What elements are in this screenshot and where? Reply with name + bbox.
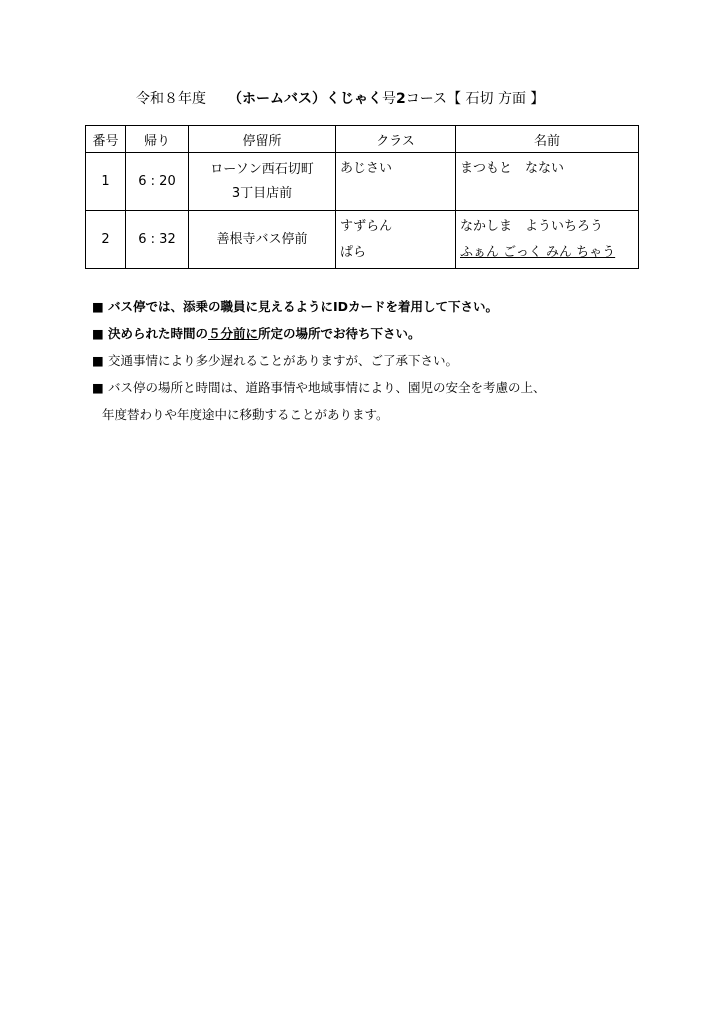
bullet-square-icon: ■ bbox=[92, 353, 104, 368]
note-text: バス停では、添乗の職員に見えるようにIDカードを着用して下さい。 bbox=[108, 299, 499, 314]
header-class: クラス bbox=[336, 126, 456, 153]
name-line: ふぁん ごっく みん ちゃう bbox=[460, 245, 616, 260]
bus-stop-line: 3丁目店前 bbox=[231, 185, 293, 201]
row-name bbox=[456, 153, 639, 211]
table-row bbox=[86, 153, 639, 211]
note-item bbox=[92, 324, 546, 351]
bullet-square-icon: ■ bbox=[92, 380, 104, 395]
bus-stop-line: 善根寺バス停前 bbox=[216, 231, 308, 247]
note-text: 交通事情により多少遅れることがありますが、ご了承下さい。 bbox=[108, 353, 459, 368]
bullet-square-icon: ■ bbox=[92, 326, 104, 341]
class-line: すずらん bbox=[340, 219, 393, 234]
note-item bbox=[92, 297, 546, 324]
note-continuation: 年度替わりや年度途中に移動することがあります。 bbox=[102, 407, 389, 422]
note-item bbox=[92, 378, 546, 405]
schedule-table bbox=[85, 125, 639, 269]
name-line bbox=[460, 182, 638, 208]
header-bus-stop: 停留所 bbox=[189, 126, 336, 153]
note-item bbox=[92, 351, 546, 378]
bus-stop-line: ローソン西石切町 bbox=[210, 161, 314, 177]
name-line: なかしま よういちろう bbox=[460, 219, 604, 234]
header-return-time: 帰り bbox=[126, 126, 189, 153]
class-line: ぱら bbox=[340, 245, 367, 260]
note-text: 所定の場所でお待ち下さい。 bbox=[258, 326, 421, 341]
row-name bbox=[456, 211, 639, 269]
page-title bbox=[136, 88, 544, 108]
row-class bbox=[336, 153, 456, 211]
title-course-name: （ホームバス）くじゃく bbox=[228, 91, 382, 107]
row-bus-stop bbox=[189, 153, 336, 211]
row-number: 1 bbox=[86, 153, 126, 211]
header-number: 番号 bbox=[86, 126, 126, 153]
class-line: あじさい bbox=[340, 161, 393, 176]
bullet-square-icon: ■ bbox=[92, 299, 104, 314]
title-course-number: 2 bbox=[396, 91, 406, 107]
row-bus-stop bbox=[189, 211, 336, 269]
table-row bbox=[86, 211, 639, 269]
table-header-row bbox=[86, 126, 639, 153]
row-time: 6 : 20 bbox=[126, 153, 189, 211]
row-number: 2 bbox=[86, 211, 126, 269]
row-time: 6 : 32 bbox=[126, 211, 189, 269]
title-num-label: 号 bbox=[382, 91, 396, 107]
title-year: 令和８年度 bbox=[136, 91, 206, 107]
notes-list bbox=[92, 297, 546, 431]
note-emphasis: ５分前に bbox=[208, 326, 259, 341]
note-text: バス停の場所と時間は、道路事情や地域事情により、園児の安全を考慮の上、 bbox=[108, 380, 546, 395]
header-name: 名前 bbox=[456, 126, 639, 153]
name-line: まつもと なない bbox=[460, 161, 565, 176]
row-class bbox=[336, 211, 456, 269]
note-text: 決められた時間の bbox=[108, 326, 209, 341]
title-course-suffix: コース【 石切 方面 】 bbox=[405, 91, 545, 107]
class-line bbox=[340, 182, 455, 208]
